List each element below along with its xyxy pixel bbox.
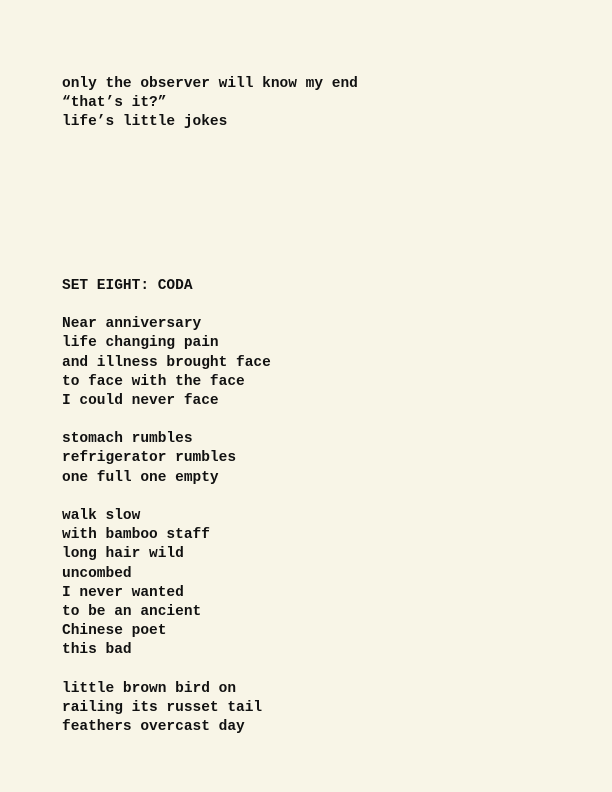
poem-line: to face with the face	[62, 373, 245, 390]
opening-stanza	[62, 75, 582, 133]
poem-line: Chinese poet	[62, 623, 167, 640]
poem-line: and illness brought face	[62, 354, 271, 371]
stanza-1	[62, 315, 582, 411]
poem-line: stomach rumbles	[62, 431, 193, 448]
poem-line: I never wanted	[62, 584, 184, 601]
poem-line: “that’s it?”	[62, 95, 167, 112]
section-heading: SET EIGHT: CODA	[62, 277, 193, 294]
poem-line: feathers overcast day	[62, 719, 245, 736]
stanza-3	[62, 507, 582, 661]
poem-line: this bad	[62, 642, 132, 659]
poem-line: I could never face	[62, 392, 219, 409]
poem-line: life changing pain	[62, 335, 219, 352]
poem-line: life’s little jokes	[62, 114, 228, 131]
poem-line: with bamboo staff	[62, 527, 210, 544]
poem-line: uncombed	[62, 565, 132, 582]
poem-line: to be an ancient	[62, 603, 202, 620]
poem-line: only the observer will know my end	[62, 76, 358, 92]
stanza-2	[62, 430, 582, 488]
poem-line: walk slow	[62, 508, 141, 524]
poem-line: long hair wild	[62, 546, 184, 563]
section-heading-block	[62, 277, 582, 296]
poem-line: refrigerator rumbles	[62, 450, 237, 467]
stanza-4	[62, 680, 582, 738]
poem-line: railing its russet tail	[62, 699, 263, 716]
poem-page	[62, 75, 582, 756]
poem-line: Near anniversary	[62, 316, 202, 333]
poem-line: little brown bird on	[62, 680, 237, 697]
section-spacer	[62, 152, 582, 277]
poem-line: one full one empty	[62, 469, 219, 486]
